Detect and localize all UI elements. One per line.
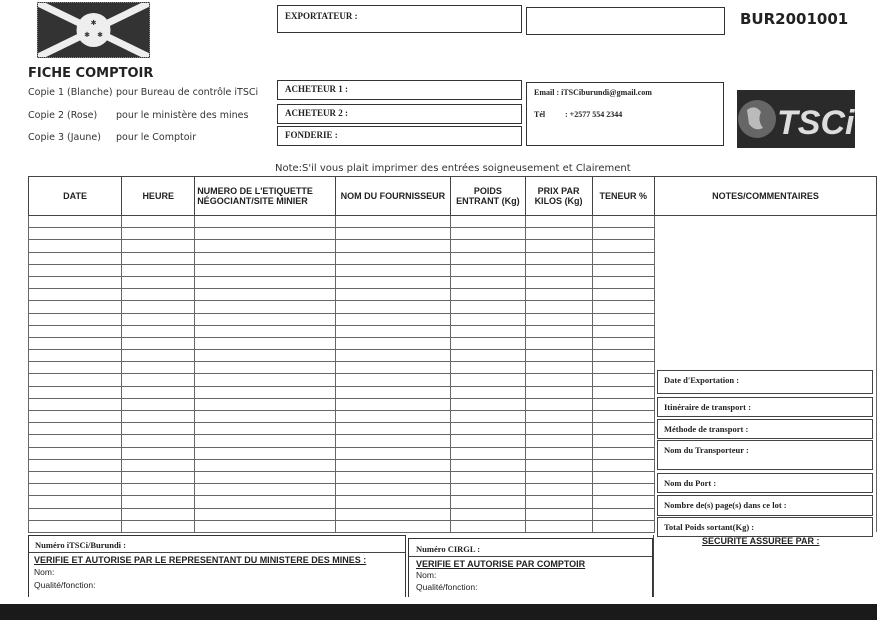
table-cell[interactable] [451,423,525,435]
table-cell[interactable] [335,264,451,276]
table-cell[interactable] [592,508,654,520]
table-cell[interactable] [195,362,335,374]
table-cell[interactable] [335,423,451,435]
table-cell[interactable] [122,471,195,483]
table-cell[interactable] [29,301,122,313]
table-cell[interactable] [195,276,335,288]
table-cell[interactable] [29,252,122,264]
table-cell[interactable] [29,350,122,362]
copy-3: Copie 3 (Jaune) [28,132,101,143]
table-cell[interactable] [335,216,451,228]
col-notes: NOTES/COMMENTAIRES [655,177,877,216]
table-cell[interactable] [451,508,525,520]
itsci-logo [737,90,855,148]
svg-text:✱: ✱ [84,31,90,39]
table-cell[interactable] [335,362,451,374]
table-cell[interactable] [122,289,195,301]
table-cell[interactable] [195,471,335,483]
table-cell[interactable] [592,301,654,313]
table-cell[interactable] [122,264,195,276]
table-cell[interactable] [525,411,592,423]
blank-field[interactable] [526,7,725,35]
table-cell[interactable] [122,313,195,325]
table-cell[interactable] [122,374,195,386]
burundi-flag [37,2,150,58]
table-cell[interactable] [525,508,592,520]
table-cell[interactable] [195,447,335,459]
contact-email: Email : iTSCiburundi@gmail.com [534,88,652,97]
ministry-qualite-field[interactable]: Qualité/fonction: [34,580,96,590]
form-number: BUR2001001 [740,10,849,28]
table-cell[interactable] [195,374,335,386]
table-cell[interactable] [335,301,451,313]
table-cell[interactable] [122,350,195,362]
table-cell[interactable] [195,520,335,532]
acheteur1-label: ACHETEUR 1 : [285,84,349,94]
table-cell[interactable] [451,484,525,496]
table-cell[interactable] [335,228,451,240]
table-cell[interactable] [525,435,592,447]
copy-2-purpose: pour le ministère des mines [116,110,249,121]
table-cell[interactable] [335,398,451,410]
comptoir-title: VERIFIE ET AUTORISE PAR COMPTOIR [416,559,586,569]
table-cell[interactable] [451,301,525,313]
table-cell[interactable] [592,313,654,325]
table-cell[interactable] [29,411,122,423]
table-cell[interactable] [592,289,654,301]
table-cell[interactable] [122,484,195,496]
table-cell[interactable] [29,447,122,459]
table-cell[interactable] [451,350,525,362]
table-cell[interactable] [525,386,592,398]
table-cell[interactable] [195,325,335,337]
table-cell[interactable] [195,496,335,508]
col-teneur: TENEUR % [592,177,654,216]
exportateur-field[interactable] [277,5,522,33]
table-cell[interactable] [29,471,122,483]
table-cell[interactable] [195,350,335,362]
table-cell[interactable] [122,496,195,508]
table-cell[interactable] [451,264,525,276]
table-cell[interactable] [335,411,451,423]
ministry-title: VERIFIE ET AUTORISE PAR LE REPRESENTANT DU MINISTERE DES MINES : [34,555,367,565]
table-cell[interactable] [29,423,122,435]
table-cell[interactable] [335,496,451,508]
table-cell[interactable] [451,496,525,508]
table-cell[interactable] [451,216,525,228]
table-cell[interactable] [592,228,654,240]
table-cell[interactable] [525,350,592,362]
export-detail-field[interactable]: Méthode de transport : [657,419,873,439]
table-cell[interactable] [29,228,122,240]
table-cell[interactable] [29,325,122,337]
copy-2: Copie 2 (Rose) [28,110,98,121]
table-cell[interactable] [122,276,195,288]
table-cell[interactable] [335,289,451,301]
table-cell[interactable] [122,386,195,398]
instructions-note: Note:S'il vous plait imprimer des entrées soigneusement et Clairement [275,163,631,174]
table-cell[interactable] [525,228,592,240]
table-cell[interactable] [525,520,592,532]
table-cell[interactable] [335,459,451,471]
comptoir-section [408,538,653,597]
table-cell[interactable] [122,459,195,471]
table-cell[interactable] [122,423,195,435]
table-cell[interactable] [195,337,335,349]
table-cell[interactable] [592,447,654,459]
comptoir-qualite-field[interactable]: Qualité/fonction: [416,582,478,592]
table-cell[interactable] [451,252,525,264]
table-cell[interactable] [592,276,654,288]
table-cell[interactable] [592,435,654,447]
comptoir-nom-field[interactable]: Nom: [416,570,437,580]
table-cell[interactable] [195,423,335,435]
table-cell[interactable] [195,240,335,252]
copy-3-purpose: pour le Comptoir [116,132,197,143]
table-cell[interactable] [592,337,654,349]
table-cell[interactable] [525,337,592,349]
table-cell[interactable] [195,386,335,398]
table-cell[interactable] [195,313,335,325]
table-cell[interactable] [122,411,195,423]
table-cell[interactable] [451,520,525,532]
export-detail-field[interactable]: Nom du Port : [657,473,873,493]
acheteur2-field[interactable] [277,104,522,124]
table-row [29,216,877,228]
table-cell[interactable] [195,435,335,447]
fonderie-field[interactable] [277,126,522,146]
table-cell[interactable] [195,411,335,423]
export-detail-field[interactable]: Nombre de(s) page(s) dans ce lot : [657,495,873,516]
exportateur-label: EXPORTATEUR : [285,11,358,21]
col-fournisseur: NOM DU FOURNISSEUR [335,177,451,216]
table-cell[interactable] [29,374,122,386]
table-cell[interactable] [451,459,525,471]
table-cell[interactable] [592,520,654,532]
table-cell[interactable] [29,216,122,228]
table-cell[interactable] [592,459,654,471]
table-cell[interactable] [122,240,195,252]
table-cell[interactable] [451,228,525,240]
table-cell[interactable] [29,313,122,325]
table-cell[interactable] [592,423,654,435]
table-cell[interactable] [122,228,195,240]
table-cell[interactable] [592,386,654,398]
table-cell[interactable] [29,289,122,301]
ministry-section [28,535,406,597]
table-cell[interactable] [525,374,592,386]
table-cell[interactable] [525,484,592,496]
table-cell[interactable] [525,216,592,228]
table-cell[interactable] [335,313,451,325]
col-etiquette: NUMERO DE L'ETIQUETTE NÉGOCIANT/SITE MINIER [195,177,335,216]
ministry-nom-field[interactable]: Nom: [34,567,55,577]
export-detail-field[interactable]: Date d'Exportation : [657,370,873,394]
table-cell[interactable] [335,240,451,252]
copy-1-purpose: pour Bureau de contrôle iTSCi [116,87,259,98]
table-cell[interactable] [592,471,654,483]
table-cell[interactable] [451,362,525,374]
page-edge [0,604,877,620]
table-cell[interactable] [335,471,451,483]
table-cell[interactable] [335,508,451,520]
table-cell[interactable] [335,252,451,264]
form-title: FICHE COMPTOIR [28,66,154,81]
security-section [653,535,877,597]
table-cell[interactable] [335,435,451,447]
table-cell[interactable] [525,301,592,313]
table-cell[interactable] [451,313,525,325]
table-cell[interactable] [335,337,451,349]
table-cell[interactable] [592,216,654,228]
table-cell[interactable] [525,240,592,252]
table-cell[interactable] [525,447,592,459]
table-cell[interactable] [122,216,195,228]
table-cell[interactable] [335,276,451,288]
table-cell[interactable] [525,398,592,410]
table-cell[interactable] [451,289,525,301]
table-cell[interactable] [335,520,451,532]
table-header [29,177,877,216]
table-cell[interactable] [525,459,592,471]
table-cell[interactable] [195,216,335,228]
table-cell[interactable] [195,252,335,264]
export-detail-field[interactable]: Itinéraire de transport : [657,397,873,417]
table-cell[interactable] [122,252,195,264]
table-cell[interactable] [592,411,654,423]
table-cell[interactable] [29,386,122,398]
table-cell[interactable] [525,423,592,435]
table-cell[interactable] [525,325,592,337]
acheteur2-label: ACHETEUR 2 : [285,108,349,118]
table-cell[interactable] [451,471,525,483]
table-cell[interactable] [195,301,335,313]
fonderie-label: FONDERIE : [285,130,338,140]
svg-text:✱: ✱ [90,19,97,27]
table-cell[interactable] [335,447,451,459]
table-cell[interactable] [451,276,525,288]
table-cell[interactable] [29,398,122,410]
table-cell[interactable] [451,411,525,423]
table-cell[interactable] [335,484,451,496]
table-cell[interactable] [122,337,195,349]
table-cell[interactable] [29,362,122,374]
table-cell[interactable] [335,350,451,362]
table-cell[interactable] [195,459,335,471]
svg-text:TSCi: TSCi [777,104,855,142]
table-cell[interactable] [29,276,122,288]
col-prix: PRIX PAR KILOS (Kg) [525,177,592,216]
table-cell[interactable] [451,386,525,398]
table-cell[interactable] [451,374,525,386]
table-cell[interactable] [451,398,525,410]
export-detail-field[interactable]: Total Poids sortant(Kg) : [657,517,873,537]
table-cell[interactable] [525,362,592,374]
table-cell[interactable] [195,398,335,410]
contact-tel-label: Tél [534,110,546,119]
col-heure: HEURE [122,177,195,216]
security-label: SECURITE ASSUREE PAR : [702,536,820,546]
table-cell[interactable] [29,520,122,532]
table-cell[interactable] [122,301,195,313]
table-cell[interactable] [122,447,195,459]
acheteur1-field[interactable] [277,80,522,100]
table-cell[interactable] [29,435,122,447]
table-cell[interactable] [592,496,654,508]
table-cell[interactable] [451,337,525,349]
table-cell[interactable] [525,496,592,508]
table-cell[interactable] [195,264,335,276]
table-cell[interactable] [29,496,122,508]
table-cell[interactable] [335,325,451,337]
cirgl-number-label: Numéro CIRGL : [416,544,481,554]
table-cell[interactable] [451,435,525,447]
contact-tel: : +2577 554 2344 [565,110,623,119]
table-cell[interactable] [525,313,592,325]
table-cell[interactable] [122,508,195,520]
table-cell[interactable] [29,240,122,252]
table-cell[interactable] [451,447,525,459]
table-cell[interactable] [29,264,122,276]
table-cell[interactable] [122,325,195,337]
table-cell[interactable] [592,350,654,362]
table-cell[interactable] [592,325,654,337]
table-cell[interactable] [122,520,195,532]
copy-1: Copie 1 (Blanche) [28,87,113,98]
table-cell[interactable] [525,252,592,264]
table-cell[interactable] [592,362,654,374]
col-date: DATE [29,177,122,216]
table-cell[interactable] [525,289,592,301]
table-cell[interactable] [195,228,335,240]
table-cell[interactable] [592,264,654,276]
table-cell[interactable] [122,435,195,447]
table-cell[interactable] [335,374,451,386]
table-cell[interactable] [122,362,195,374]
table-cell[interactable] [122,398,195,410]
table-cell[interactable] [525,471,592,483]
table-cell[interactable] [29,508,122,520]
contact-box [526,82,724,146]
table-cell[interactable] [29,337,122,349]
table-cell[interactable] [195,484,335,496]
table-cell[interactable] [195,508,335,520]
table-cell[interactable] [29,484,122,496]
table-cell[interactable] [592,484,654,496]
table-cell[interactable] [451,325,525,337]
table-cell[interactable] [592,240,654,252]
col-poids: POIDS ENTRANT (Kg) [451,177,525,216]
table-cell[interactable] [335,386,451,398]
table-cell[interactable] [592,374,654,386]
table-cell[interactable] [451,240,525,252]
table-cell[interactable] [525,276,592,288]
table-cell[interactable] [592,252,654,264]
table-cell[interactable] [195,289,335,301]
itsci-number-label: Numéro iTSCi/Burundi : [35,540,127,550]
svg-text:✱: ✱ [97,31,103,39]
export-detail-field[interactable]: Nom du Transporteur : [657,440,873,470]
table-cell[interactable] [525,264,592,276]
table-cell[interactable] [592,398,654,410]
table-cell[interactable] [29,459,122,471]
